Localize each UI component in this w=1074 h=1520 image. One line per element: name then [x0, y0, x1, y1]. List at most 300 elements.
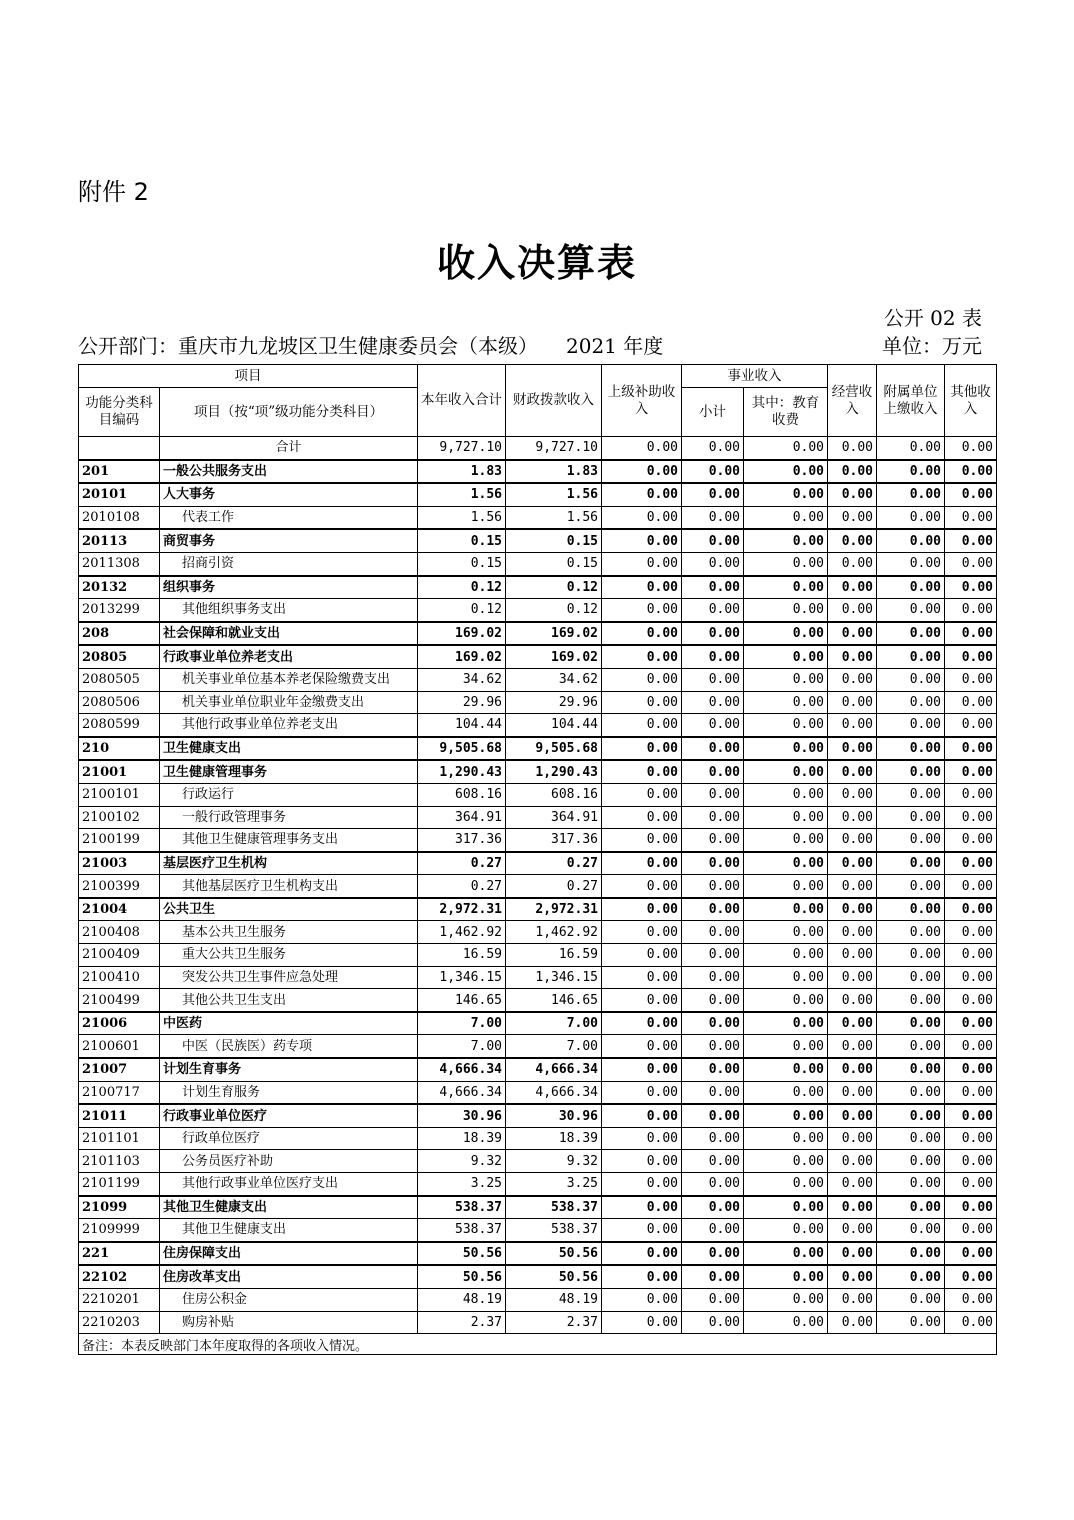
header-business: 事业收入: [682, 365, 828, 388]
row-value: 0.00: [945, 1265, 997, 1288]
row-value: 0.00: [744, 737, 828, 761]
row-value: 0.00: [877, 1219, 945, 1242]
row-value: 0.12: [506, 576, 602, 599]
row-code: 2100601: [79, 1035, 160, 1058]
row-code: 201: [79, 460, 160, 484]
row-value: 0.00: [828, 1127, 877, 1150]
row-value: 0.00: [828, 714, 877, 737]
row-value: 0.00: [945, 1219, 997, 1242]
row-value: 0.00: [877, 806, 945, 829]
row-value: 1,290.43: [506, 760, 602, 783]
row-value: 0.00: [682, 1219, 744, 1242]
row-value: 0.00: [877, 1058, 945, 1081]
row-value: 0.00: [682, 783, 744, 806]
row-value: 104.44: [418, 714, 506, 737]
table-row: [79, 1012, 997, 1035]
row-value: 0.00: [602, 806, 682, 829]
table-row: [79, 1058, 997, 1081]
row-value: 1,346.15: [418, 966, 506, 989]
row-value: 0.00: [828, 921, 877, 944]
row-value: 0.00: [744, 806, 828, 829]
header-education: 其中：教育收费: [744, 388, 828, 437]
row-value: 0.00: [828, 1104, 877, 1127]
row-value: 0.00: [682, 645, 744, 668]
row-value: 0.00: [682, 737, 744, 761]
row-value: 0.00: [945, 576, 997, 599]
row-code: 20132: [79, 576, 160, 599]
table-note: 备注：本表反映部门本年度取得的各项收入情况。: [79, 1334, 997, 1355]
row-name: 代表工作: [160, 506, 418, 529]
row-value: 0.00: [877, 1150, 945, 1173]
row-name: 行政单位医疗: [160, 1127, 418, 1150]
row-value: 0.00: [877, 506, 945, 529]
row-value: 34.62: [506, 668, 602, 691]
row-value: 0.00: [744, 668, 828, 691]
row-value: 0.00: [602, 1311, 682, 1334]
row-value: 50.56: [506, 1265, 602, 1288]
row-value: 9.32: [418, 1150, 506, 1173]
row-code: 2100410: [79, 966, 160, 989]
row-value: 0.00: [828, 989, 877, 1012]
row-value: 169.02: [418, 622, 506, 646]
row-value: 0.00: [828, 483, 877, 506]
row-value: 0.00: [682, 437, 744, 460]
row-value: 0.00: [744, 852, 828, 875]
row-value: 0.12: [506, 599, 602, 622]
row-code: 21003: [79, 852, 160, 875]
table-row: [79, 483, 997, 506]
row-value: 0.00: [828, 944, 877, 967]
row-value: 0.00: [828, 1288, 877, 1311]
row-name: 购房补贴: [160, 1311, 418, 1334]
row-value: 0.00: [682, 944, 744, 967]
row-value: 317.36: [506, 829, 602, 852]
row-value: 0.00: [877, 1265, 945, 1288]
row-name: 其他卫生健康管理事务支出: [160, 829, 418, 852]
row-value: 0.00: [828, 460, 877, 484]
row-value: 0.00: [602, 668, 682, 691]
row-value: 2,972.31: [418, 898, 506, 921]
row-value: 0.00: [744, 1219, 828, 1242]
row-value: 0.00: [877, 989, 945, 1012]
row-value: 0.00: [602, 1196, 682, 1219]
table-row: [79, 966, 997, 989]
row-value: 0.00: [744, 529, 828, 552]
row-name: 人大事务: [160, 483, 418, 506]
row-value: 0.00: [602, 645, 682, 668]
row-value: 0.00: [744, 1288, 828, 1311]
row-value: 29.96: [506, 691, 602, 714]
row-value: 0.00: [602, 1012, 682, 1035]
row-code: 208: [79, 622, 160, 646]
row-value: 0.00: [744, 437, 828, 460]
row-value: 0.00: [602, 622, 682, 646]
row-value: 0.00: [877, 437, 945, 460]
row-code: 2210203: [79, 1311, 160, 1334]
row-value: 0.00: [877, 1311, 945, 1334]
row-value: 0.00: [945, 645, 997, 668]
header-other: 其他收入: [945, 365, 997, 437]
row-value: 0.00: [682, 852, 744, 875]
row-value: 0.00: [828, 1150, 877, 1173]
table-row: [79, 460, 997, 484]
row-value: 0.00: [828, 875, 877, 898]
row-value: 0.00: [877, 622, 945, 646]
row-value: 0.00: [877, 1242, 945, 1266]
row-code: 2101101: [79, 1127, 160, 1150]
row-value: 0.15: [418, 552, 506, 575]
row-value: 0.00: [877, 1035, 945, 1058]
row-value: 317.36: [418, 829, 506, 852]
row-name: 卫生健康支出: [160, 737, 418, 761]
row-value: 0.00: [945, 460, 997, 484]
row-value: 0.00: [744, 829, 828, 852]
table-row: [79, 1196, 997, 1219]
row-value: 0.00: [877, 875, 945, 898]
row-value: 0.00: [877, 1127, 945, 1150]
row-value: 0.00: [682, 921, 744, 944]
row-value: 0.00: [682, 1173, 744, 1196]
row-code: 2100717: [79, 1081, 160, 1104]
row-value: 169.02: [506, 622, 602, 646]
row-value: 0.00: [828, 691, 877, 714]
table-row: [79, 1081, 997, 1104]
row-value: 1.56: [506, 483, 602, 506]
row-value: 0.00: [682, 1150, 744, 1173]
row-code: 2101199: [79, 1173, 160, 1196]
row-name: 计划生育事务: [160, 1058, 418, 1081]
row-value: 0.00: [602, 989, 682, 1012]
row-value: 0.00: [828, 599, 877, 622]
row-value: 0.00: [744, 944, 828, 967]
row-value: 608.16: [418, 783, 506, 806]
row-name: 招商引资: [160, 552, 418, 575]
row-value: 9,505.68: [418, 737, 506, 761]
row-name: 其他公共卫生支出: [160, 989, 418, 1012]
row-value: 30.96: [418, 1104, 506, 1127]
row-name: 其他卫生健康支出: [160, 1196, 418, 1219]
row-code: 2210201: [79, 1288, 160, 1311]
row-value: 0.00: [828, 966, 877, 989]
row-value: 146.65: [506, 989, 602, 1012]
row-value: 0.00: [744, 1035, 828, 1058]
table-row: [79, 921, 997, 944]
row-value: 0.00: [945, 1150, 997, 1173]
row-code: 2011308: [79, 552, 160, 575]
row-name: 计划生育服务: [160, 1081, 418, 1104]
row-name: 其他卫生健康支出: [160, 1219, 418, 1242]
row-value: 30.96: [506, 1104, 602, 1127]
table-row: [79, 875, 997, 898]
row-value: 0.00: [828, 1265, 877, 1288]
row-value: 1.83: [506, 460, 602, 484]
row-value: 0.00: [744, 1012, 828, 1035]
row-value: 7.00: [506, 1035, 602, 1058]
row-value: 146.65: [418, 989, 506, 1012]
row-code: 21004: [79, 898, 160, 921]
row-value: 0.00: [744, 1127, 828, 1150]
row-name: 公务员医疗补助: [160, 1150, 418, 1173]
row-value: 0.00: [744, 1311, 828, 1334]
row-value: 9,727.10: [418, 437, 506, 460]
row-value: 0.00: [602, 1035, 682, 1058]
row-value: 0.00: [945, 875, 997, 898]
row-value: 0.00: [945, 1035, 997, 1058]
table-row: [79, 668, 997, 691]
row-value: 0.00: [828, 622, 877, 646]
table-row: [79, 576, 997, 599]
row-name: 住房公积金: [160, 1288, 418, 1311]
row-value: 48.19: [418, 1288, 506, 1311]
header-operating: 经营收入: [828, 365, 877, 437]
row-value: 0.00: [744, 645, 828, 668]
row-value: 0.00: [828, 852, 877, 875]
table-row: [79, 806, 997, 829]
row-code: 2100408: [79, 921, 160, 944]
row-value: 0.00: [602, 737, 682, 761]
row-value: 9,727.10: [506, 437, 602, 460]
row-value: 0.00: [877, 460, 945, 484]
table-row: [79, 622, 997, 646]
row-value: 0.00: [877, 921, 945, 944]
row-name: 一般公共服务支出: [160, 460, 418, 484]
row-code: 2080599: [79, 714, 160, 737]
row-value: 0.00: [744, 921, 828, 944]
row-value: 3.25: [418, 1173, 506, 1196]
row-value: 7.00: [506, 1012, 602, 1035]
row-value: 0.00: [602, 783, 682, 806]
row-code: [79, 437, 160, 460]
row-code: 221: [79, 1242, 160, 1266]
row-value: 50.56: [418, 1242, 506, 1266]
row-value: 0.00: [682, 714, 744, 737]
row-value: 0.00: [877, 529, 945, 552]
row-value: 0.00: [877, 783, 945, 806]
row-value: 0.00: [945, 921, 997, 944]
row-value: 0.00: [945, 1196, 997, 1219]
row-value: 0.00: [682, 552, 744, 575]
row-value: 0.00: [877, 691, 945, 714]
row-name: 机关事业单位职业年金缴费支出: [160, 691, 418, 714]
row-value: 538.37: [506, 1196, 602, 1219]
row-value: 0.00: [945, 944, 997, 967]
row-value: 0.00: [682, 760, 744, 783]
row-value: 4,666.34: [506, 1081, 602, 1104]
row-value: 0.00: [682, 1242, 744, 1266]
row-value: 0.00: [602, 552, 682, 575]
row-value: 0.00: [945, 668, 997, 691]
department-name: 公开部门：重庆市九龙坡区卫生健康委员会（本级）: [78, 334, 538, 358]
row-value: 0.00: [682, 1012, 744, 1035]
row-code: 21007: [79, 1058, 160, 1081]
row-value: 0.00: [877, 668, 945, 691]
row-value: 0.00: [682, 1058, 744, 1081]
row-value: 538.37: [418, 1219, 506, 1242]
table-row: [79, 529, 997, 552]
row-value: 0.00: [744, 1196, 828, 1219]
row-code: 210: [79, 737, 160, 761]
row-value: 0.00: [602, 506, 682, 529]
row-value: 0.00: [945, 1127, 997, 1150]
row-value: 16.59: [418, 944, 506, 967]
row-value: 0.00: [828, 783, 877, 806]
row-value: 4,666.34: [506, 1058, 602, 1081]
row-value: 0.00: [877, 552, 945, 575]
row-value: 48.19: [506, 1288, 602, 1311]
row-value: 0.00: [744, 1150, 828, 1173]
row-value: 0.00: [744, 1058, 828, 1081]
row-value: 18.39: [506, 1127, 602, 1150]
row-value: 0.00: [682, 1035, 744, 1058]
row-value: 0.00: [602, 1173, 682, 1196]
table-row: [79, 852, 997, 875]
row-value: 0.00: [602, 714, 682, 737]
row-value: 7.00: [418, 1012, 506, 1035]
row-name: 中医药: [160, 1012, 418, 1035]
row-value: 0.00: [602, 529, 682, 552]
row-value: 0.00: [828, 1012, 877, 1035]
row-value: 0.00: [744, 622, 828, 646]
row-value: 0.00: [877, 1288, 945, 1311]
row-value: 0.00: [602, 1150, 682, 1173]
row-value: 0.00: [744, 760, 828, 783]
row-value: 0.00: [877, 1104, 945, 1127]
row-value: 0.00: [945, 989, 997, 1012]
table-row: [79, 714, 997, 737]
page-title: 收入决算表: [436, 240, 637, 285]
row-code: 21011: [79, 1104, 160, 1127]
row-name: 其他行政事业单位养老支出: [160, 714, 418, 737]
row-value: 169.02: [418, 645, 506, 668]
row-value: 0.00: [828, 1196, 877, 1219]
row-value: 0.00: [744, 966, 828, 989]
row-value: 2.37: [506, 1311, 602, 1334]
row-value: 0.00: [602, 1219, 682, 1242]
row-value: 0.00: [828, 898, 877, 921]
row-value: 0.00: [744, 552, 828, 575]
header-affiliated: 附属单位上缴收入: [877, 365, 945, 437]
row-value: 0.00: [945, 599, 997, 622]
row-value: 0.00: [877, 1081, 945, 1104]
table-row: [79, 1311, 997, 1334]
row-value: 0.00: [602, 966, 682, 989]
row-value: 0.00: [945, 1012, 997, 1035]
row-value: 0.00: [682, 483, 744, 506]
row-name: 其他基层医疗卫生机构支出: [160, 875, 418, 898]
form-number: 公开 02 表: [883, 306, 982, 330]
row-code: 2010108: [79, 506, 160, 529]
row-name: 一般行政管理事务: [160, 806, 418, 829]
row-value: 0.00: [828, 1219, 877, 1242]
row-value: 50.56: [418, 1265, 506, 1288]
row-code: 21006: [79, 1012, 160, 1035]
row-value: 0.00: [877, 944, 945, 967]
row-value: 0.00: [877, 1173, 945, 1196]
row-value: 0.00: [828, 506, 877, 529]
row-value: 3.25: [506, 1173, 602, 1196]
row-value: 0.00: [682, 1127, 744, 1150]
row-value: 0.00: [744, 1265, 828, 1288]
row-value: 0.00: [945, 898, 997, 921]
header-fiscal: 财政拨款收入: [506, 365, 602, 437]
row-value: 0.00: [602, 829, 682, 852]
row-value: 0.00: [682, 622, 744, 646]
row-value: 0.00: [602, 1265, 682, 1288]
row-code: 2100399: [79, 875, 160, 898]
row-value: 1,462.92: [506, 921, 602, 944]
table-row: [79, 944, 997, 967]
row-value: 0.00: [945, 806, 997, 829]
row-code: 21001: [79, 760, 160, 783]
row-value: 0.00: [877, 483, 945, 506]
row-name: 住房保障支出: [160, 1242, 418, 1266]
table-row: [79, 898, 997, 921]
table-row: [79, 506, 997, 529]
row-value: 538.37: [506, 1219, 602, 1242]
row-value: 0.00: [828, 1173, 877, 1196]
table-row: [79, 552, 997, 575]
row-value: 0.00: [744, 875, 828, 898]
row-value: 0.00: [682, 898, 744, 921]
row-value: 0.15: [418, 529, 506, 552]
header-total: 本年收入合计: [418, 365, 506, 437]
row-value: 0.00: [602, 691, 682, 714]
row-value: 0.00: [744, 483, 828, 506]
row-name: 基本公共卫生服务: [160, 921, 418, 944]
row-value: 0.00: [945, 691, 997, 714]
row-value: 0.00: [828, 1058, 877, 1081]
row-value: 2,972.31: [506, 898, 602, 921]
row-value: 0.00: [945, 1288, 997, 1311]
table-row: [79, 737, 997, 761]
row-name: 住房改革支出: [160, 1265, 418, 1288]
attachment-label: 附件 2: [78, 178, 149, 206]
row-value: 0.00: [682, 576, 744, 599]
row-value: 0.15: [506, 552, 602, 575]
row-code: 2109999: [79, 1219, 160, 1242]
row-value: 0.00: [945, 1058, 997, 1081]
row-value: 608.16: [506, 783, 602, 806]
row-value: 0.00: [945, 783, 997, 806]
row-value: 0.00: [828, 1242, 877, 1266]
row-value: 0.00: [877, 966, 945, 989]
table-row: [79, 989, 997, 1012]
row-value: 16.59: [506, 944, 602, 967]
row-name: 突发公共卫生事件应急处理: [160, 966, 418, 989]
row-value: 0.00: [828, 529, 877, 552]
row-value: 0.00: [682, 1196, 744, 1219]
table-row: [79, 1265, 997, 1288]
table-row: [79, 599, 997, 622]
row-value: 7.00: [418, 1035, 506, 1058]
row-name: 其他组织事务支出: [160, 599, 418, 622]
row-value: 0.00: [682, 966, 744, 989]
row-value: 0.00: [945, 552, 997, 575]
row-value: 1.56: [418, 483, 506, 506]
row-name: 行政事业单位医疗: [160, 1104, 418, 1127]
row-name: 行政运行: [160, 783, 418, 806]
row-value: 0.00: [744, 576, 828, 599]
row-value: 0.00: [682, 989, 744, 1012]
row-value: 0.00: [682, 875, 744, 898]
row-value: 0.00: [602, 944, 682, 967]
row-value: 0.00: [602, 576, 682, 599]
row-name: 基层医疗卫生机构: [160, 852, 418, 875]
row-code: 2100102: [79, 806, 160, 829]
row-value: 0.00: [877, 852, 945, 875]
row-value: 0.00: [602, 483, 682, 506]
row-name: 卫生健康管理事务: [160, 760, 418, 783]
